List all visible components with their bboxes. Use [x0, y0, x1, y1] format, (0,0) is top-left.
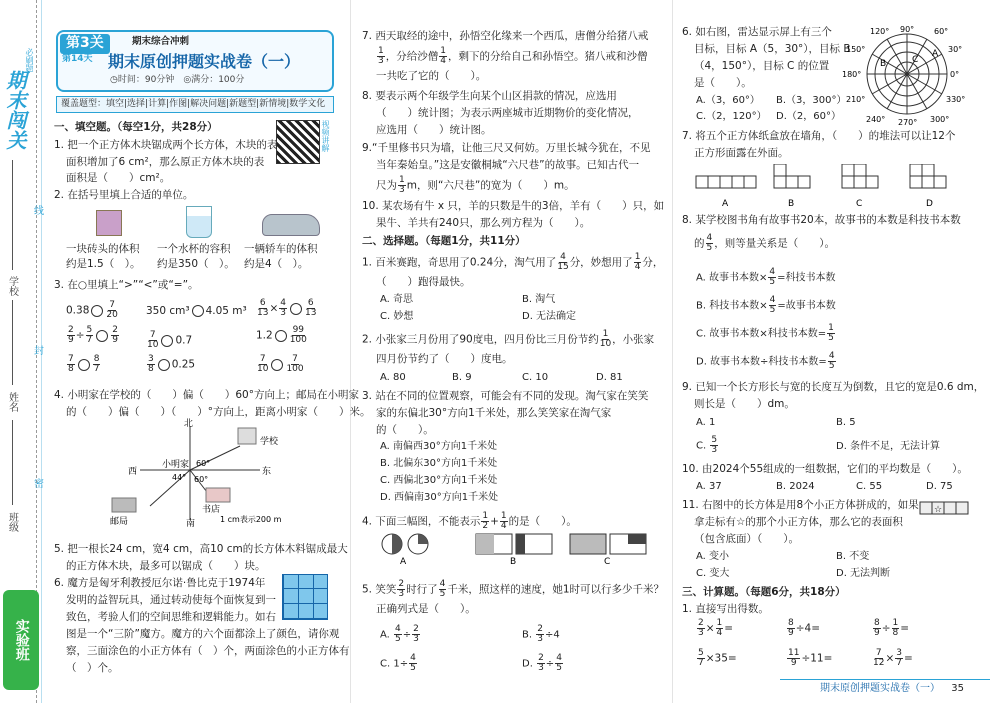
- post-building: [112, 498, 136, 512]
- s5-option-d[interactable]: D. $\frac{2}{3}$ ÷ $\frac{4}{5}$: [522, 653, 562, 673]
- fig-b-fill2: [516, 534, 525, 554]
- s4-figures: [378, 532, 658, 566]
- series-brand: 期末闯关: [3, 70, 27, 150]
- section-choice: 二、选择题。（每题1分，共11分）: [362, 235, 526, 247]
- section-fill-in: 一、填空题。（每空1分，共28分）: [54, 121, 218, 133]
- s7-line2: 正方形面露在外面。: [694, 147, 789, 159]
- car-label: 一辆轿车的体积: [244, 243, 318, 255]
- footer-rule: [780, 679, 990, 680]
- s3-line1: 3. 站在不同的位置观察，可能会有不同的发现。淘气家在笑笑: [362, 390, 649, 402]
- class-label: 班级: [6, 512, 18, 532]
- s1-line2: （ ）跑得最快。: [376, 276, 471, 288]
- box: [732, 176, 744, 188]
- calc-item: $\frac{5}{7}$ ×35=: [698, 648, 737, 668]
- q8-line1: 8. 要表示两个年级学生向某个山区捐款的情况，应选用: [362, 90, 617, 102]
- q6-line1: 6. 魔方是匈牙利教授厄尔诺·鲁比克于1974年: [54, 577, 266, 589]
- q3-item: $\frac{7}{10}$ 0.7: [147, 330, 193, 350]
- radar-angle: 0°: [950, 70, 960, 79]
- q3-item: 1.2 $\frac{99}{100}$: [256, 325, 307, 345]
- radar-angle: 210°: [846, 95, 866, 104]
- small-cube: [920, 502, 932, 514]
- s11-option-a[interactable]: A. 变小: [696, 551, 730, 562]
- box: [854, 164, 866, 176]
- s5-line1: 5. 笑笑 $\frac{2}{3}$ 时行了 $\frac{4}{5}$ 千米，照这样的速度，她1时可以行多少千米？: [362, 579, 665, 599]
- qr-code[interactable]: [276, 120, 320, 164]
- radar-angle: 240°: [866, 115, 886, 124]
- box: [744, 176, 756, 188]
- q3-item: $\frac{7}{10}$ $\frac{7}{100}$: [257, 354, 304, 374]
- name-label: 姓名: [6, 392, 18, 412]
- fig-c-fill2: [628, 534, 646, 544]
- s10-option-c[interactable]: C. 55: [856, 481, 883, 492]
- s7-stack-figures: [692, 164, 992, 210]
- compare-circle[interactable]: [192, 305, 204, 317]
- cup-value: 约是350（ ）。: [157, 258, 235, 270]
- s7-label-c: C: [856, 199, 863, 209]
- section-calculation: 三、计算题。（每题6分，共18分）: [682, 586, 846, 598]
- store-label: 书店: [202, 505, 221, 515]
- q4-line2: 的（ ）偏（ ）（ ）°方向上，距离小明家（ ）米。: [66, 406, 371, 418]
- q3-item: $\frac{6}{13}$ × $\frac{4}{3}$ $\frac{6}{13}$: [257, 298, 317, 318]
- car-image: [262, 214, 320, 236]
- angle-label: 44°: [172, 473, 187, 482]
- brand-logo: 实验班: [3, 590, 39, 690]
- paper-title: 期末原创押题实战卷（一）: [108, 52, 301, 71]
- s9-option-b[interactable]: B. 5: [836, 417, 856, 428]
- compare-circle[interactable]: [96, 330, 108, 342]
- q1-line1: 1. 把一个正方体木块锯成两个长方体，木块的表: [54, 139, 278, 151]
- car-value: 约是4（ ）。: [244, 258, 309, 270]
- angle-label: 60°: [194, 475, 209, 484]
- compare-circle[interactable]: [158, 359, 170, 371]
- cup-label: 一个水杯的容积: [157, 243, 231, 255]
- q5-line1: 5. 把一根长24 cm，宽4 cm，高10 cm的长方体木料锯成最大: [54, 543, 348, 555]
- store-building: [206, 488, 230, 502]
- s1-line1: 1. 百米赛跑，奇思用了0.24分，淘气用了 $\frac{4}{15}$ 分，妙想用了 $\frac{1}{4}$ 分，: [362, 252, 664, 272]
- fig-c-label: C: [604, 557, 611, 566]
- fig-a-quarter: [418, 534, 428, 544]
- s2-option-c[interactable]: C. 10: [522, 372, 549, 383]
- brick-image: [96, 210, 122, 236]
- fraction: $\frac{7}{20}$: [106, 300, 118, 320]
- box: [842, 164, 854, 176]
- direction-map: [110, 418, 310, 528]
- column-divider-2: [672, 0, 673, 703]
- home-label: 小明家: [162, 460, 190, 470]
- s2-line2: 四月份节约了（ ）度电。: [376, 353, 513, 365]
- s2-option-d[interactable]: D. 81: [596, 372, 623, 383]
- east-label: 东: [262, 467, 272, 477]
- s7-label-d: D: [926, 199, 933, 209]
- s7-label-a: A: [722, 199, 729, 209]
- s7-line1: 7. 将五个正方体纸盒放在墙角，（ ）的堆法可以让12个: [682, 130, 956, 142]
- s8-option-b[interactable]: B. 科技书本数× $\frac{4}{5}$ =故事书本数: [696, 295, 836, 315]
- compare-circle[interactable]: [290, 303, 302, 315]
- s5-option-a[interactable]: A. $\frac{4}{5}$ ÷ $\frac{2}{3}$: [380, 624, 419, 644]
- s6-option-b[interactable]: B.（3，300°）: [776, 95, 847, 106]
- s11-line2: 拿走标有☆的那个小正方体，那么它的表面积: [694, 516, 903, 528]
- fig-c-rect1: [570, 534, 606, 554]
- q3-item: 0.38 $\frac{7}{20}$: [66, 300, 118, 320]
- box: [842, 176, 854, 188]
- q3-item: 350 cm³ 4.05 m³: [146, 305, 247, 317]
- s11-cuboid: [918, 496, 970, 518]
- s8-option-a[interactable]: A. 故事书本数× $\frac{4}{5}$ =科技书本数: [696, 267, 836, 287]
- s1-option-c[interactable]: C. 妙想: [380, 311, 414, 322]
- column-divider-1: [350, 0, 351, 703]
- page-number: 35: [951, 683, 964, 694]
- clock-icon: ◷: [110, 75, 118, 85]
- s6-option-c[interactable]: C.（2，120°）: [696, 111, 767, 122]
- s6-option-a[interactable]: A.（3，60°）: [696, 95, 760, 106]
- s10-line: 10. 由2024个55组成的一组数据，它们的平均数是（ ）。: [682, 463, 968, 475]
- score-icon: ◎: [183, 75, 192, 85]
- s2-option-b[interactable]: B. 9: [452, 372, 472, 383]
- s1-option-b[interactable]: B. 淘气: [522, 294, 556, 305]
- s11-option-d[interactable]: D. 无法判断: [836, 568, 891, 579]
- s9-line2: 则长是（ ）dm。: [694, 398, 795, 410]
- calc-item: $\frac{8}{9}$ ÷ $\frac{1}{8}$ =: [874, 618, 910, 638]
- q7-line2: $\frac{1}{3}$ ，分给沙僧 $\frac{1}{4}$ ，剩下的分给自己和孙悟空。猪八戒和沙僧: [378, 46, 648, 66]
- day-tag: 第14天: [62, 54, 93, 64]
- post-label: 邮局: [110, 517, 129, 527]
- target-c: C: [912, 55, 919, 65]
- north-label: 北: [184, 419, 194, 429]
- series-brand-sub: 必刷题: [25, 48, 34, 72]
- s5-option-c[interactable]: C. 1÷ $\frac{4}{5}$: [380, 653, 416, 673]
- s7-label-b: B: [788, 199, 795, 209]
- radar-angle: 300°: [930, 115, 950, 124]
- radar-angle: 30°: [948, 45, 963, 54]
- s11-line3: （包含底面）（ ）。: [694, 533, 799, 545]
- box: [934, 176, 946, 188]
- cut-label-mi: 密: [31, 478, 43, 488]
- school-label: 学校: [6, 276, 18, 296]
- s6-option-d[interactable]: D.（2，60°）: [776, 111, 841, 122]
- q3-item: $\frac{2}{9}$ ÷ $\frac{5}{7}$ $\frac{2}{9}$: [68, 325, 119, 345]
- compare-circle[interactable]: [271, 359, 283, 371]
- q6-line3: 致色，考验人们的空间思维和逻辑能力。如右: [66, 611, 276, 623]
- small-cube: [956, 502, 968, 514]
- box: [866, 176, 878, 188]
- radar-angle: 270°: [898, 118, 918, 126]
- q6-line6: （ ）个。: [66, 662, 119, 674]
- s2-option-a[interactable]: A. 80: [380, 372, 406, 383]
- angle-label: 60°: [196, 459, 211, 468]
- s11-option-c[interactable]: C. 变大: [696, 568, 730, 579]
- footer-title: 期末原创押题实战卷（一）: [820, 683, 940, 694]
- q3-item: $\frac{3}{8}$ 0.25: [148, 354, 196, 374]
- s4-line: 4. 下面三幅图，不能表示 $\frac{1}{2}$ + $\frac{1}{4}$ 的是（ ）。: [362, 511, 577, 531]
- q8-line3: 应选用（ ）统计图。: [376, 124, 492, 136]
- q7-line1: 7. 西天取经的途中，孙悟空化缘来一个西瓜，唐僧分给猪八戒: [362, 30, 649, 42]
- s9-option-c[interactable]: C. $\frac{5}{3}$: [696, 435, 718, 455]
- s5-option-b[interactable]: B. $\frac{2}{3}$ ÷4: [522, 624, 560, 644]
- s6-line3: （4，150°），目标 C 的位置: [694, 60, 830, 72]
- small-cube: [944, 502, 956, 514]
- radar-angle: 90°: [900, 26, 915, 34]
- s3-option-c[interactable]: C. 西偏北30°方向1千米处: [380, 475, 498, 486]
- q9-line3: 尺为 $\frac{1}{3}$ m，则“六尺巷”的宽为（ ）m。: [376, 175, 575, 195]
- qr-note: 视频讲解: [321, 120, 330, 152]
- s9-option-d[interactable]: D. 条件不足，无法计算: [836, 441, 941, 452]
- q7-line3: 一共吃了它的（ ）。: [376, 70, 487, 82]
- box: [774, 164, 786, 176]
- school-label: 学校: [260, 437, 279, 447]
- s1-option-a[interactable]: A. 奇思: [380, 294, 414, 305]
- level-subtitle: 期末综合冲刺: [132, 36, 190, 47]
- s10-option-a[interactable]: A. 37: [696, 481, 722, 492]
- s6-line4: 是（ ）。: [694, 77, 752, 89]
- calc-item: $\frac{2}{3}$ × $\frac{1}{4}$ =: [698, 618, 734, 638]
- s9-line1: 9. 已知一个长方形长与宽的长度互为倒数，且它的宽是0.6 dm，: [682, 381, 985, 393]
- level-badge: 第3关: [60, 34, 110, 54]
- radar-angle: 120°: [870, 27, 890, 36]
- target-b: B: [880, 59, 887, 69]
- q4-line1: 4. 小明家在学校的（ ）偏（ ）60°方向上；邮局在小明家: [54, 389, 359, 401]
- scale-label: 1 cm表示200 m: [220, 515, 282, 524]
- q8-line2: （ ）统计图；为表示两座城市近期物价的变化情况，: [376, 107, 639, 119]
- cut-label-feng: 封: [31, 345, 43, 355]
- school-building: [238, 428, 256, 444]
- box: [774, 176, 786, 188]
- s11-option-b[interactable]: B. 不变: [836, 551, 870, 562]
- s5-line2: 正确列式是（ ）。: [376, 603, 476, 615]
- s1-option-d[interactable]: D. 无法确定: [522, 311, 577, 322]
- calc-item: $\frac{7}{12}$ × $\frac{3}{7}$ =: [873, 648, 913, 668]
- q10-line1: 10. 某农场有牛 x 只，羊的只数是牛的3倍，羊有（ ）只，如: [362, 200, 665, 212]
- target-a: A: [932, 49, 939, 59]
- radar-angle: 60°: [934, 27, 949, 36]
- compare-circle[interactable]: [161, 335, 173, 347]
- q10-line2: 果牛、羊共有240只，那么列方程为（ ）。: [376, 217, 591, 229]
- box: [708, 176, 720, 188]
- fig-a-half: [392, 534, 402, 554]
- box: [696, 176, 708, 188]
- brick-label: 一块砖头的体积: [66, 243, 140, 255]
- q5-line2: 的正方体木块，最多可以锯成（ ）块。: [66, 560, 266, 572]
- s8-option-c[interactable]: C. 故事书本数×科技书本数= $\frac{1}{5}$: [696, 323, 834, 343]
- class-blank: [12, 420, 13, 505]
- radar-angle: 150°: [846, 45, 866, 54]
- west-label: 西: [128, 467, 138, 477]
- q2-text: 2. 在括号里填上合适的单位。: [54, 189, 194, 201]
- box: [910, 164, 922, 176]
- s8-option-d[interactable]: D. 故事书本数÷科技书本数= $\frac{4}{5}$: [696, 351, 835, 371]
- fig-b-label: B: [510, 557, 517, 566]
- radar-screen: [842, 26, 972, 126]
- star-icon: ☆: [934, 505, 943, 515]
- south-label: 南: [186, 519, 196, 528]
- s10-option-b[interactable]: B. 2024: [776, 481, 815, 492]
- box: [798, 176, 810, 188]
- s8-line2: 的 $\frac{4}{5}$ ，则等量关系是（ ）。: [694, 233, 835, 253]
- q1-line3: 面积是（ ）cm²。: [66, 172, 171, 184]
- q1-line2: 面积增加了6 cm²，那么原正方体木块的表: [66, 156, 265, 168]
- s11-line1: 11. 右图中的长方体是用8个小正方体拼成的，如果: [682, 499, 919, 511]
- cut-label-xian: 线: [31, 205, 43, 215]
- c1-text: 1. 直接写出得数。: [682, 603, 769, 615]
- compare-circle[interactable]: [275, 330, 287, 342]
- compare-circle[interactable]: [91, 305, 103, 317]
- s9-option-a[interactable]: A. 1: [696, 417, 716, 428]
- time-limit: ◷时间：90分钟 ◎满分：100分: [110, 75, 245, 85]
- box: [720, 176, 732, 188]
- s8-line1: 8. 某学校图书角有故事书20本，故事书的本数是科技书本数: [682, 214, 961, 226]
- box: [910, 176, 922, 188]
- s2-line1: 2. 小张家三月份用了90度电，四月份比三月份节约 $\frac{1}{10}$ ，小张家: [362, 329, 655, 349]
- radar-angle: 180°: [842, 70, 862, 79]
- s6-line1: 6. 如右图，雷达显示屏上有三个: [682, 26, 832, 38]
- q6-line4: 图是一个“三阶”魔方。魔方的六个面都涂上了颜色，请你观: [66, 628, 340, 640]
- q6-line5: 察，三面涂色的小正方体有（ ）个，两面涂色的小正方体有: [66, 645, 350, 657]
- s3-option-d[interactable]: D. 西偏南30°方向1千米处: [380, 492, 499, 503]
- s3-line2: 家的东偏北30°方向1千米处，那么笑笑家在淘气家: [376, 407, 612, 419]
- radar-angle: 330°: [946, 95, 966, 104]
- calc-item: $\frac{8}{9}$ ÷4=: [788, 618, 821, 638]
- cup-image: [186, 206, 212, 238]
- q9-line2: 当年秦始皇。”这是安徽桐城“六尺巷”的故事。已知古代一: [376, 159, 640, 171]
- q6-line2: 发明的益智玩具，通过转动使每个面恢复到一: [66, 594, 276, 606]
- calc-item: $\frac{11}{9}$ ÷11=: [788, 648, 833, 668]
- school-blank: [12, 160, 13, 270]
- fig-a-label: A: [400, 557, 407, 566]
- rubiks-cube-image: [282, 574, 328, 620]
- fig-b-fill1: [476, 534, 494, 554]
- q3-item: $\frac{7}{8}$ $\frac{8}{7}$: [68, 354, 100, 374]
- compare-circle[interactable]: [78, 359, 90, 371]
- q9-line1: 9.“千里修书只为墙，让他三尺又何妨。万里长城今犹在，不见: [362, 142, 651, 154]
- s3-option-a[interactable]: A. 南偏西30°方向1千米处: [380, 441, 498, 452]
- box: [786, 176, 798, 188]
- s3-line3: 的（ ）。: [376, 424, 434, 436]
- name-blank: [12, 300, 13, 385]
- topic-coverage: 覆盖题型：填空|选择|计算|作图|解决问题|新题型|新情境|数学文化: [56, 96, 334, 113]
- box: [854, 176, 866, 188]
- s10-option-d[interactable]: D. 75: [926, 481, 953, 492]
- box: [922, 164, 934, 176]
- s6-line2: 目标，目标 A（5，30°），目标 B: [694, 43, 851, 55]
- s3-option-b[interactable]: B. 北偏东30°方向1千米处: [380, 458, 498, 469]
- box: [922, 176, 934, 188]
- q3-text: 3. 在○里填上“>”“<”或“=”。: [54, 279, 199, 291]
- brick-value: 约是1.5（ ）。: [66, 258, 141, 270]
